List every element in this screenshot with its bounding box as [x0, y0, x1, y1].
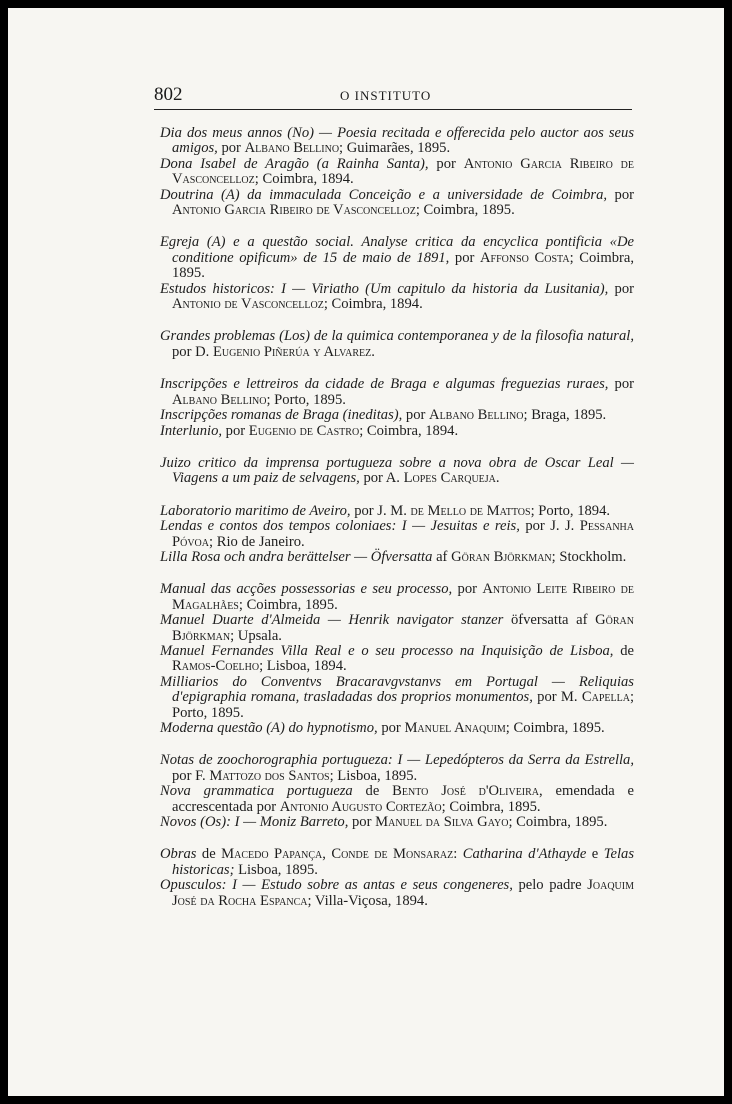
bibliography-entry	[160, 753, 634, 784]
entry-text: ; Coimbra, 1895.	[238, 596, 338, 613]
entry-group	[160, 235, 634, 312]
bibliography-entry	[160, 235, 634, 281]
entry-text: af	[432, 548, 452, 565]
bibliography-entry	[160, 878, 634, 909]
entry-author-text: Bento José d'Oliveira	[392, 783, 540, 800]
bibliography-entry	[160, 157, 634, 188]
entry-title-text: Dona Isabel de Aragão (a Rainha Santa),	[160, 155, 429, 172]
entry-group	[160, 377, 634, 439]
bibliography-entry	[160, 644, 634, 675]
entry-group	[160, 456, 634, 487]
entry-title-text: Novos (Os): I — Moniz Barreto,	[160, 814, 349, 831]
entry-text: por	[607, 186, 634, 203]
bibliography-entry	[160, 519, 634, 550]
bibliography-entry	[160, 721, 634, 736]
entry-author-text: Antonio Garcia Ribeiro de Vasconcelloz	[172, 155, 634, 188]
entry-text: , emendada e accrescentada por	[172, 783, 634, 815]
book-page	[8, 8, 724, 1096]
entry-text: de	[613, 642, 634, 659]
entry-title-text: Egreja (A) e a questão social. Analyse critica da encyclica pontificia «De conditione opificum» de 15 de maio de 1891,	[160, 234, 634, 266]
bibliography-entry	[160, 126, 634, 157]
entry-text: ; Coimbra, 1894.	[254, 171, 354, 188]
entry-text: ; Porto, 1895.	[172, 689, 634, 721]
bibliography-entry	[160, 424, 634, 439]
entry-text: ; Villa-Viçosa, 1894.	[307, 892, 428, 909]
entry-title-text: Manuel Fernandes Villa Real e o seu processo na Inquisição de Lisboa,	[160, 642, 614, 659]
entry-text: pelo padre	[512, 877, 588, 894]
entry-title-text: Moderna questão (A) do hypnotismo,	[160, 720, 378, 736]
bibliography-entry	[160, 377, 634, 408]
bibliography-entry	[160, 815, 634, 830]
entry-text: por	[428, 155, 464, 172]
bibliography-entry	[160, 675, 634, 721]
entry-author-text: Albano Bellino	[244, 140, 340, 157]
bibliography-entry	[160, 329, 634, 360]
entry-author-text: Manuel Anaquim	[404, 720, 506, 736]
bibliography-list	[160, 126, 634, 926]
entry-text: ; Coimbra, 1895.	[505, 720, 605, 736]
entry-group	[160, 504, 634, 566]
entry-title-text: Interlunio,	[160, 422, 223, 439]
entry-author-text: Göran Björkman	[172, 612, 634, 644]
entry-title-text: Milliarios do Conventvs Bracaravgvstanvs em Portugal — Reliquias d'epigraphia romana, trasladadas dos proprios monumentos,	[160, 673, 634, 706]
entry-title-text: Notas de zoochorographia portugueza: I — Lepedópteros da Serra da Estrella,	[160, 752, 634, 769]
entry-author-text: Affonso Costa	[480, 249, 570, 266]
entry-group	[160, 126, 634, 218]
entry-text: Lisboa, 1895.	[234, 861, 318, 878]
entry-text: ; Coimbra, 1894.	[359, 422, 459, 439]
entry-title-text: Telas historicas;	[172, 846, 635, 878]
entry-text: por M.	[532, 689, 582, 706]
bibliography-entry	[160, 456, 634, 487]
entry-text: .	[495, 470, 500, 487]
entry-text: por A.	[359, 470, 404, 487]
entry-author-text: de Mello de Mattos	[410, 502, 531, 519]
entry-author-text: Macedo Papança, Conde de Monsaraz	[221, 846, 454, 863]
bibliography-entry	[160, 504, 634, 519]
entry-author-text: Lopes Carqueja	[403, 470, 496, 487]
entry-author-text: Pessanha Póvoa	[172, 518, 635, 550]
entry-title-text: Inscripções romanas de Braga (ineditas),	[160, 407, 403, 424]
entry-text: ; Lisboa, 1894.	[259, 658, 347, 675]
entry-author-text: Eugenio Piñerúa y Alvarez	[212, 343, 372, 360]
entry-author-text: Joaquim José da Rocha Espanca	[172, 877, 634, 909]
entry-text: ; Coimbra, 1894.	[323, 296, 423, 313]
entry-text: por J. M.	[350, 502, 411, 519]
entry-author-text: Capella	[581, 689, 630, 706]
entry-text: por	[449, 249, 481, 266]
entry-text: ; Stockholm.	[551, 548, 627, 565]
entry-group	[160, 582, 634, 736]
entry-title-text: Dia dos meus annos (No) — Poesia recitada e offerecida pelo auctor aos seus amigos,	[160, 125, 634, 157]
entry-text: ; Guimarães, 1895.	[339, 140, 451, 157]
entry-title-text: Catharina d'Athayde	[462, 846, 587, 863]
header-rule	[154, 109, 632, 110]
entry-author-text: Göran Björkman	[451, 548, 552, 565]
entry-text: öfversatta af	[503, 612, 596, 629]
bibliography-entry	[160, 847, 634, 878]
bibliography-entry	[160, 613, 634, 644]
entry-title-text: Doutrina (A) da immaculada Conceição e a universidade de Coimbra,	[160, 186, 608, 203]
entry-group	[160, 753, 634, 830]
entry-author-text: Ramos-Coelho	[172, 658, 260, 675]
entry-author-text: Manuel da Silva Gayo	[375, 814, 509, 831]
entry-text: ; Upsala.	[230, 627, 282, 644]
entry-group	[160, 847, 634, 909]
entry-text: por J. J.	[519, 518, 580, 535]
entry-text: .	[371, 343, 375, 360]
entry-text: ; Rio de Janeiro.	[209, 533, 305, 550]
entry-title-text: Nova grammatica portugueza	[160, 783, 353, 800]
entry-text: por D.	[172, 343, 213, 360]
entry-author-text: Eugenio de Castro	[248, 422, 360, 439]
entry-text: ; Coimbra, 1895.	[172, 249, 634, 282]
bibliography-entry	[160, 282, 634, 313]
bibliography-entry	[160, 188, 634, 219]
entry-text: por	[452, 581, 483, 598]
entry-title-text: Obras	[160, 846, 197, 863]
running-title: O INSTITUTO	[340, 88, 432, 103]
entry-text: de	[196, 846, 222, 863]
entry-author-text: Albano Bellino	[429, 407, 524, 424]
entry-author-text: Mattozo dos Santos	[209, 767, 330, 784]
entry-group	[160, 329, 634, 360]
entry-text: ; Coimbra, 1895.	[508, 814, 608, 831]
entry-text: ; Porto, 1895.	[266, 391, 346, 408]
entry-title-text: Manuel Duarte d'Almeida — Henrik navigator stanzer	[160, 612, 504, 629]
entry-text: por	[608, 376, 634, 393]
bibliography-entry	[160, 582, 634, 613]
entry-title-text: Inscripções e lettreiros da cidade de Braga e algumas freguezias ruraes,	[160, 376, 609, 393]
entry-title-text: Estudos historicos: I — Viriatho (Um capitulo da historia da Lusitania),	[160, 280, 609, 297]
entry-text: :	[453, 846, 463, 863]
entry-text: por	[402, 407, 430, 424]
entry-title-text: Lendas e contos dos tempos coloniaes: I — Jesuitas e reis,	[160, 518, 520, 535]
entry-text: ; Lisboa, 1895.	[329, 767, 418, 784]
page-number: 802	[154, 84, 183, 105]
entry-text: ; Porto, 1894.	[530, 502, 611, 519]
entry-text: ; Coimbra, 1895.	[415, 202, 515, 219]
entry-text: ; Braga, 1895.	[523, 407, 607, 424]
entry-title-text: Lilla Rosa och andra berättelser — Öfversatta	[160, 548, 433, 565]
entry-text: por	[377, 720, 405, 736]
entry-text: por	[348, 814, 376, 831]
entry-author-text: Antonio Leite Ribeiro de Magalhães	[172, 581, 635, 613]
entry-author-text: Antonio Garcia Ribeiro de Vasconcelloz	[172, 202, 416, 219]
entry-title-text: Opusculos: I — Estudo sobre as antas e seus congeneres,	[160, 877, 513, 894]
entry-text: por	[222, 422, 249, 439]
entry-text: e	[586, 846, 604, 863]
entry-title-text: Grandes problemas (Los) de la quimica contemporanea y de la filosofia natural,	[160, 328, 634, 345]
bibliography-entry	[160, 784, 634, 815]
entry-title-text: Juizo critico da imprensa portugueza sobre a nova obra de Oscar Leal — Viagens a um paiz de selvagens,	[160, 454, 634, 487]
bibliography-entry	[160, 408, 634, 423]
entry-title-text: Manual das acções possessorias e seu processo,	[160, 581, 453, 598]
entry-text: de	[352, 783, 393, 800]
entry-text: ; Coimbra, 1895.	[441, 798, 541, 815]
entry-author-text: Antonio Augusto Cortezão	[279, 798, 442, 815]
entry-author-text: Antonio de Vasconcelloz	[172, 296, 324, 313]
entry-text: por	[217, 140, 245, 157]
entry-title-text: Laboratorio maritimo de Aveiro,	[160, 502, 351, 519]
entry-text: por	[608, 280, 634, 297]
page-header	[154, 84, 630, 104]
bibliography-entry	[160, 550, 634, 565]
entry-author-text: Albano Bellino	[172, 391, 267, 408]
entry-text: por F.	[172, 767, 210, 784]
